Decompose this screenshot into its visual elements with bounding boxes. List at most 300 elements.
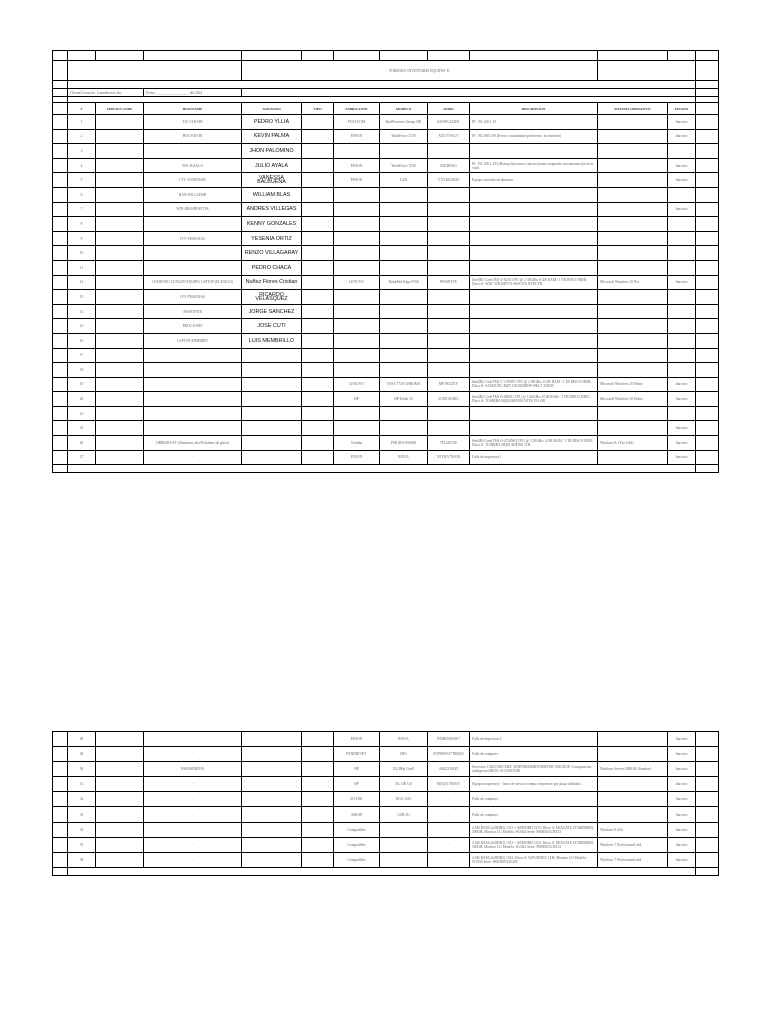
serial xyxy=(428,202,470,217)
type xyxy=(302,319,334,334)
table-row xyxy=(53,822,719,837)
assigned-user: KENNY GONZALES xyxy=(242,217,302,232)
assigned-user: RENZO VILLAGARAY xyxy=(242,246,302,261)
model xyxy=(380,290,428,305)
operating-system xyxy=(598,260,668,275)
operating-system xyxy=(598,173,668,188)
row-number: 38 xyxy=(68,852,96,867)
status: Inactivo xyxy=(668,837,696,852)
table-row xyxy=(53,246,719,261)
model: IMG xyxy=(380,747,428,762)
date-label: Fecha: __________________ del 2024 xyxy=(144,89,242,97)
row-number: 6 xyxy=(68,187,96,202)
hostname: PARASERVER xyxy=(144,762,242,777)
hostname: LAPTOP-MMPMBV xyxy=(144,333,242,348)
row-number: 32 xyxy=(68,792,96,807)
edge-cell xyxy=(696,89,719,97)
edge-cell xyxy=(696,450,719,465)
type xyxy=(302,822,334,837)
edge-cell xyxy=(696,158,719,173)
model: PSK1RU-006006 xyxy=(380,436,428,451)
table-row xyxy=(53,732,719,747)
manufacturer: EPSON xyxy=(334,158,380,173)
column-header: HOSTNAME xyxy=(144,103,242,115)
service-code xyxy=(96,115,144,130)
operating-system xyxy=(598,115,668,130)
status: Inactivo xyxy=(668,158,696,173)
edge-cell xyxy=(53,246,68,261)
description: Falla de computer xyxy=(470,747,598,762)
manufacturer xyxy=(334,319,380,334)
edge-cell xyxy=(53,158,68,173)
manufacturer xyxy=(334,333,380,348)
type xyxy=(302,158,334,173)
service-code xyxy=(96,129,144,144)
assigned-user xyxy=(242,348,302,363)
manufacturer xyxy=(334,348,380,363)
status: Inactivo xyxy=(668,852,696,867)
service-code xyxy=(96,187,144,202)
column-header: FABRICANTE xyxy=(334,103,380,115)
serial xyxy=(428,260,470,275)
status: Inactivo xyxy=(668,421,696,436)
table-row xyxy=(53,377,719,392)
edge-cell xyxy=(53,89,68,97)
edge-cell xyxy=(53,363,68,378)
blank-cell xyxy=(242,89,696,97)
manufacturer xyxy=(334,187,380,202)
edge-cell xyxy=(696,348,719,363)
edge-cell xyxy=(53,202,68,217)
serial xyxy=(428,333,470,348)
hostname xyxy=(144,348,242,363)
edge-cell xyxy=(53,129,68,144)
manufacturer: EPSON xyxy=(334,129,380,144)
manufacturer: EPSON xyxy=(334,732,380,747)
serial: 7E162078U xyxy=(428,436,470,451)
model xyxy=(380,333,428,348)
status xyxy=(668,217,696,232)
status xyxy=(668,304,696,319)
model xyxy=(380,348,428,363)
manufacturer: EPSON xyxy=(334,450,380,465)
operating-system xyxy=(598,792,668,807)
service-code xyxy=(96,777,144,792)
status: Inactivo xyxy=(668,747,696,762)
hostname: - xyxy=(144,807,242,822)
row-number: 14 xyxy=(68,304,96,319)
edge-cell xyxy=(696,465,719,473)
edge-cell xyxy=(696,144,719,159)
description: 4 GB RAM (2xDDR3) 1333 + ADISDRD 1333; Disco S: SEAGATE ST500DM002 500GB; Monitor LG Modelo: W2043 Serie: 906NDJA1NZ31 xyxy=(470,822,598,837)
hostname: - xyxy=(144,450,242,465)
edge-cell xyxy=(696,81,719,89)
service-code xyxy=(96,202,144,217)
table-row xyxy=(53,436,719,451)
description: IP: 192.168.1.10 xyxy=(470,115,598,130)
table-row xyxy=(53,260,719,275)
manufacturer xyxy=(334,290,380,305)
status: Inactivo xyxy=(668,115,696,130)
manufacturer: HP xyxy=(334,777,380,792)
type xyxy=(302,852,334,867)
type xyxy=(302,436,334,451)
operating-system xyxy=(598,231,668,246)
assigned-user: YESENIA ORTIZ xyxy=(242,231,302,246)
service-code xyxy=(96,217,144,232)
table-row xyxy=(53,837,719,852)
operating-system: Windows Server 2008 R2 Standard xyxy=(598,762,668,777)
edge-cell xyxy=(696,304,719,319)
service-code xyxy=(96,246,144,261)
type xyxy=(302,792,334,807)
serial: VXYK025629 xyxy=(428,173,470,188)
type xyxy=(302,807,334,822)
service-code xyxy=(96,450,144,465)
edge-cell xyxy=(696,319,719,334)
table-row xyxy=(53,333,719,348)
serial: MXQ1170001V xyxy=(428,777,470,792)
table-row xyxy=(53,217,719,232)
manufacturer: LENOVO xyxy=(334,275,380,290)
service-code xyxy=(96,837,144,852)
edge-cell xyxy=(53,260,68,275)
blank-cell xyxy=(598,61,696,81)
serial xyxy=(428,144,470,159)
assigned-user: PEDRO YLLIA xyxy=(242,115,302,130)
edge-cell xyxy=(53,319,68,334)
type xyxy=(302,777,334,792)
operating-system xyxy=(598,187,668,202)
model: USB 2G xyxy=(380,807,428,822)
inventory-table-top xyxy=(52,50,719,473)
edge-cell xyxy=(53,392,68,407)
manufacturer: EPSON xyxy=(334,173,380,188)
spacer-row xyxy=(53,867,719,875)
edge-cell xyxy=(53,290,68,305)
description: Intel(R) Core(TM) i7-10700T CPU @ 2.00GHz; 8 GB RAM / 1 TB DISCO HDD; Disco S: SAMSUNG MZVLW256HEHP-000L7 256GB xyxy=(470,377,598,392)
description: Servicios: CISCOSECURE, SERVERADMIN/SERVER, BACKUP; Computacion, inteligencia/BIOS; ACCESOS/BI xyxy=(470,762,598,777)
serial: X5MKW004U7 xyxy=(428,732,470,747)
edge-cell xyxy=(696,747,719,762)
blank-cell xyxy=(334,51,380,61)
status: Inactivo xyxy=(668,392,696,407)
status xyxy=(668,363,696,378)
edge-cell xyxy=(696,392,719,407)
column-header: ESTADO xyxy=(668,103,696,115)
edge-cell xyxy=(696,129,719,144)
description: Equipo inoperativo - fuera de servicio campo respuestos por plaza sellizada xyxy=(470,777,598,792)
table-row xyxy=(53,275,719,290)
type xyxy=(302,231,334,246)
serial xyxy=(428,187,470,202)
operating-system: Microsoft Windows 10 Home xyxy=(598,377,668,392)
edge-cell xyxy=(53,231,68,246)
edge-cell xyxy=(53,867,68,875)
client-row xyxy=(53,89,719,97)
operating-system: Microsoft Windows 10 Pro xyxy=(598,275,668,290)
table-row xyxy=(53,231,719,246)
service-code xyxy=(96,173,144,188)
model: WorkForce 3720 xyxy=(380,129,428,144)
manufacturer xyxy=(334,421,380,436)
table-row xyxy=(53,363,719,378)
serial: MP7HZZXY xyxy=(428,377,470,392)
type xyxy=(302,129,334,144)
hostname: RAN-WILLIAMB xyxy=(144,187,242,202)
assigned-user xyxy=(242,392,302,407)
type xyxy=(302,217,334,232)
spacer-cell xyxy=(68,867,696,875)
type xyxy=(302,246,334,261)
assigned-user xyxy=(242,837,302,852)
blank-cell xyxy=(380,51,428,61)
serial: 2M223102ZJ xyxy=(428,762,470,777)
model xyxy=(380,260,428,275)
table-row xyxy=(53,777,719,792)
type xyxy=(302,732,334,747)
description xyxy=(470,304,598,319)
serial xyxy=(428,304,470,319)
serial: 8219FC4A2EE xyxy=(428,115,470,130)
assigned-user: JOSE CUTI xyxy=(242,319,302,334)
description xyxy=(470,406,598,421)
service-code xyxy=(96,822,144,837)
type xyxy=(302,762,334,777)
status: Inactivo xyxy=(668,792,696,807)
status: Inactivo xyxy=(668,202,696,217)
row-number: 4 xyxy=(68,158,96,173)
type xyxy=(302,406,334,421)
edge-cell xyxy=(53,732,68,747)
hostname: CTL-VANESSAR xyxy=(144,173,242,188)
service-code xyxy=(96,144,144,159)
service-code xyxy=(96,304,144,319)
table-row xyxy=(53,115,719,130)
serial xyxy=(428,217,470,232)
service-code xyxy=(96,231,144,246)
manufacturer xyxy=(334,304,380,319)
service-code xyxy=(96,260,144,275)
edge-cell xyxy=(53,187,68,202)
type xyxy=(302,837,334,852)
operating-system xyxy=(598,421,668,436)
row-number: 26 xyxy=(68,436,96,451)
table-row xyxy=(53,202,719,217)
edge-cell xyxy=(696,217,719,232)
edge-cell xyxy=(696,275,719,290)
edge-cell xyxy=(53,436,68,451)
edge-cell xyxy=(696,363,719,378)
model: L455 xyxy=(380,173,428,188)
hostname xyxy=(144,217,242,232)
edge-cell xyxy=(53,792,68,807)
manufacturer: HP xyxy=(334,762,380,777)
row-number: 16 xyxy=(68,333,96,348)
serial: S5U2RG61 xyxy=(428,158,470,173)
row-number: 11 xyxy=(68,260,96,275)
edge-cell xyxy=(696,103,719,115)
operating-system xyxy=(598,202,668,217)
status: Inactivo xyxy=(668,777,696,792)
service-code xyxy=(96,275,144,290)
table-row xyxy=(53,129,719,144)
operating-system xyxy=(598,747,668,762)
blank-cell xyxy=(144,51,242,61)
blank-cell xyxy=(96,51,144,61)
serial: - xyxy=(428,807,470,822)
status: Inactivo xyxy=(668,129,696,144)
hostname xyxy=(144,246,242,261)
serial: 5CD01012R5 xyxy=(428,392,470,407)
hostname: - xyxy=(144,777,242,792)
operating-system: Microsoft Windows 10 Home xyxy=(598,392,668,407)
serial xyxy=(428,406,470,421)
row-number: 10 xyxy=(68,246,96,261)
model: DL380p Gen8 xyxy=(380,762,428,777)
model xyxy=(380,202,428,217)
edge-cell xyxy=(53,144,68,159)
hostname xyxy=(144,260,242,275)
row-number: 22 xyxy=(68,421,96,436)
serial: X5GY761GY xyxy=(428,129,470,144)
edge-cell xyxy=(53,348,68,363)
type xyxy=(302,377,334,392)
spacer-cell xyxy=(68,81,696,89)
type xyxy=(302,304,334,319)
hostname xyxy=(144,377,242,392)
edge-cell xyxy=(696,115,719,130)
operating-system: Windows 8.1 Pro (x64) xyxy=(598,436,668,451)
status: Inactivo xyxy=(668,377,696,392)
table-row xyxy=(53,406,719,421)
edge-cell xyxy=(53,807,68,822)
description xyxy=(470,363,598,378)
column-header: SISTEMA OPERATIVO xyxy=(598,103,668,115)
table-row xyxy=(53,762,719,777)
model: DGS-1210 xyxy=(380,792,428,807)
status xyxy=(668,144,696,159)
type xyxy=(302,202,334,217)
status xyxy=(668,333,696,348)
service-code xyxy=(96,807,144,822)
column-header: # xyxy=(68,103,96,115)
assigned-user xyxy=(242,377,302,392)
table-row xyxy=(53,747,719,762)
serial: PF0SNT3X xyxy=(428,275,470,290)
service-code xyxy=(96,319,144,334)
description: 4 GB RAM (2xDDR3) 1333 + ADISDRD 1333; Disco S: SEAGATE ST500DM002 500GB; Monitor LG Modelo: W2043 Serie: 906NDJA1NZ31 xyxy=(470,837,598,852)
inventory-table-bottom xyxy=(52,731,719,876)
type xyxy=(302,144,334,159)
manufacturer: Compatibles xyxy=(334,822,380,837)
blank-cell xyxy=(598,51,668,61)
status: Inactivo xyxy=(668,822,696,837)
type xyxy=(302,348,334,363)
model xyxy=(380,421,428,436)
table-row xyxy=(53,158,719,173)
model xyxy=(380,246,428,261)
service-code xyxy=(96,421,144,436)
hostname: - xyxy=(144,852,242,867)
hostname: - xyxy=(144,822,242,837)
service-code xyxy=(96,436,144,451)
manufacturer xyxy=(334,406,380,421)
model: - xyxy=(380,852,428,867)
hostname: OCHETSIC-LEXGON EQUIPO LAPTOP (ELEGIGO) xyxy=(144,275,242,290)
edge-cell xyxy=(53,762,68,777)
row-number: 21 xyxy=(68,406,96,421)
column-header: SERIE xyxy=(428,103,470,115)
edge-cell xyxy=(696,61,719,81)
manufacturer xyxy=(334,246,380,261)
row-number: 29 xyxy=(68,747,96,762)
description: Intel(R) Core(TM) i3-4710MQ CPU @ 2.50GHz; 4 GB RAM / 1 TB DISCO HDD; Disco S: TOSHIBA MQ01ABF050 1TB xyxy=(470,436,598,451)
serial: - xyxy=(428,852,470,867)
row-number: 8 xyxy=(68,217,96,232)
table-row xyxy=(53,348,719,363)
blank-cell xyxy=(470,51,598,61)
assigned-user: KEVIN PALMA xyxy=(242,129,302,144)
assigned-user: WILLIAM BLAS xyxy=(242,187,302,202)
table-row xyxy=(53,392,719,407)
blank-cell xyxy=(668,51,696,61)
serial xyxy=(428,246,470,261)
assigned-user: LUIS MEMBRILLO xyxy=(242,333,302,348)
blank-cell xyxy=(53,51,68,61)
model: R815A xyxy=(380,732,428,747)
table-row xyxy=(53,290,719,305)
description: 4 GB RAM (2xDDR3) 1333; Disco S: WD10EZEX 1TB; Monitor LG Modelo: W1943 Serie: 906NDEA5S439 xyxy=(470,852,598,867)
table-row xyxy=(53,792,719,807)
edge-cell xyxy=(53,115,68,130)
edge-cell xyxy=(53,333,68,348)
description xyxy=(470,187,598,202)
edge-cell xyxy=(53,61,68,81)
blank-cell xyxy=(68,51,96,61)
row-number: 35 xyxy=(68,822,96,837)
hostname xyxy=(144,144,242,159)
table-row xyxy=(53,304,719,319)
manufacturer xyxy=(334,144,380,159)
description: Intel(R) Core(TM) i5-8265U CPU @ 1.60GHz; 8 GB RAM / 1 TB DISCO HDD; Disco S: TOSHIBA MQ04ABF100 NTFS 931 GB xyxy=(470,392,598,407)
hostname: BOC-KEVIN xyxy=(144,129,242,144)
model: DL 180 G6 xyxy=(380,777,428,792)
description xyxy=(470,217,598,232)
table-row xyxy=(53,187,719,202)
operating-system xyxy=(598,129,668,144)
serial: SN78985517TR0041 xyxy=(428,747,470,762)
edge-cell xyxy=(53,747,68,762)
operating-system xyxy=(598,363,668,378)
description xyxy=(470,231,598,246)
assigned-user: PEDRO CHACA xyxy=(242,260,302,275)
status xyxy=(668,260,696,275)
edge-cell xyxy=(53,837,68,852)
service-code xyxy=(96,392,144,407)
operating-system xyxy=(598,807,668,822)
status xyxy=(668,231,696,246)
service-code xyxy=(96,348,144,363)
model xyxy=(380,231,428,246)
manufacturer: HP xyxy=(334,392,380,407)
type xyxy=(302,290,334,305)
operating-system xyxy=(598,406,668,421)
model xyxy=(380,363,428,378)
row-number: 2 xyxy=(68,129,96,144)
description xyxy=(470,319,598,334)
hostname: TIC-LYNARI xyxy=(144,115,242,130)
